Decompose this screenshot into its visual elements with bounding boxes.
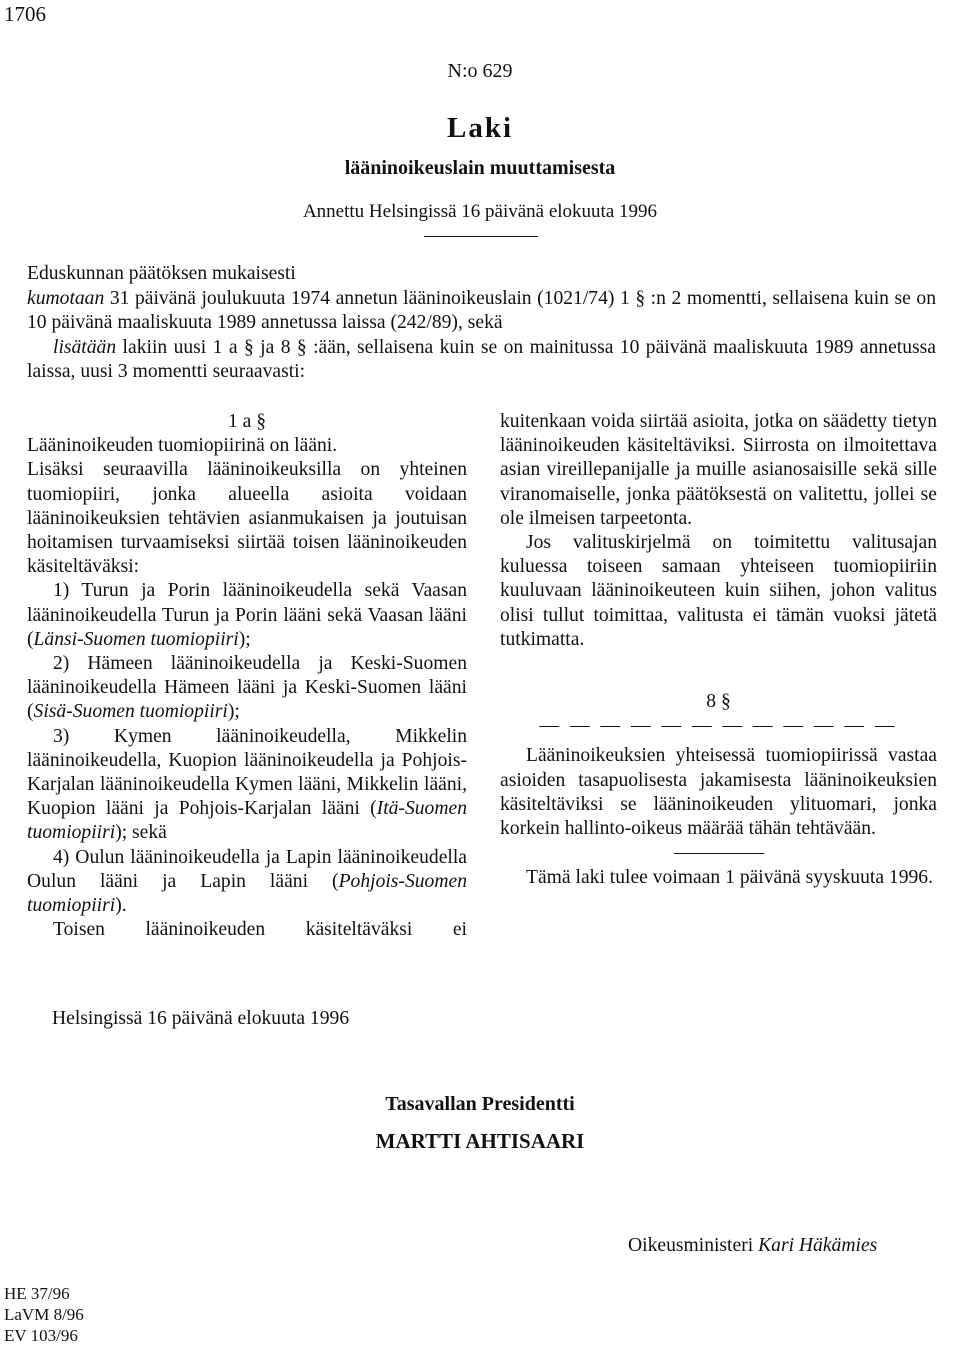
list-item-3 [27,725,467,846]
section-rule [674,853,764,854]
add-keyword: lisätään [53,336,117,358]
list-item-4 [27,846,467,919]
minister-signature [628,1235,877,1257]
section-1a-heading: 1 a § [227,411,267,432]
page-number: 1706 [4,2,46,26]
list-item-4-text: 4) Oulun lääninoikeudella ja Lapin lääninoikeudella Oulun lääni ja Lapin lääni ( [27,846,467,892]
list-item-4-district: Pohjois-Suomen tuomiopiiri [27,870,467,917]
section-8-paragraph: Lääninoikeuksien yhteisessä tuomiopiirissä vastaa asioiden tasapuolisesta jakamisesta lääninoikeuksien käsiteltäviksi se lääninoikeuden ylituomari, jonka korkein hallinto-oikeus määrää tähän tehtävään. [500,745,937,840]
document-title: Laki [446,112,514,144]
right-column [500,410,937,890]
left-column [27,410,467,942]
preamble-intro: Eduskunnan päätöksen mukaisesti [27,263,296,284]
list-item-3-end: ); sekä [115,822,167,844]
reference-he: HE 37/96 [4,1284,70,1303]
appeal-paragraph: Jos valituskirjelmä on toimitettu valitusajan kuluessa toiseen samaan yhteiseen tuomiopiiriin kuuluvaan lääninoikeuteen kuin siihen, johon valitus olisi tullut toimittaa, valitusta ei tämän vuoksi jätetä tutkimatta. [500,532,937,650]
legislative-references [4,1283,84,1346]
list-item-3-text: 3) Kymen lääninoikeudella, Mikkelin lääninoikeudella, Kuopion lääninoikeudella ja Pohjois-Karjalan lääninoikeudella Kymen lääni, Mikkelin lääni, Kuopion lääni ja Pohjois-Karjalan lääni ( [27,725,467,820]
omission-dashes: — — — — — — — — — — — — [539,715,898,737]
section-8-heading: 8 § [706,691,731,713]
preamble [27,262,936,385]
list-item-1-district: Länsi-Suomen tuomiopiiri [33,628,239,650]
repeal-keyword: kumotaan [27,287,105,309]
add-text: lakiin uusi 1 a § ja 8 § :ään, sellaisena kuin se on mainitussa 10 päivänä maaliskuuta 1989 annetussa laissa, uusi 3 momentti seuraavasti: [27,336,936,382]
preamble-addition [27,336,936,385]
reference-lavm: LaVM 8/96 [4,1305,84,1324]
section-1a-first-sentence: Lääninoikeuden tuomiopiirinä on lääni. [27,435,338,457]
section-1a-continuation: Toisen lääninoikeuden käsiteltäväksi ei [53,919,467,941]
president-name: MARTTI AHTISAARI [375,1129,585,1153]
continuation-paragraph: kuitenkaan voida siirtää asioita, jotka on säädetty tietyn lääninoikeuden käsiteltäviksi. Siirrosta on ilmoitettava asian vireillepanijalle ja muille asianosaisille sekä sille viranomaiselle, jonka päätöksestä on valitettu, jollei se ole ilmeisen tarpeetonta. [500,411,937,529]
issue-date: Annettu Helsingissä 16 päivänä elokuuta 1996 [302,201,658,222]
section-1a-paragraph: Lisäksi seuraavilla lääninoikeuksilla on yhteinen tuomiopiiri, jonka alueella asioita voidaan lääninoikeuksien tehtävien asianmukaisen ja joutuisan hoitamisen turvaamiseksi siirtää toisen lääninoikeuden käsiteltäväksi: [27,459,467,578]
list-item-1-end: ); [238,628,251,650]
minister-title: Oikeusministeri [628,1235,759,1256]
document-subtitle: lääninoikeuslain muuttamisesta [344,157,616,179]
minister-name: Kari Häkämies [758,1235,878,1256]
document-number: N:o 629 [447,60,513,82]
list-item-2-district: Sisä-Suomen tuomiopiiri [33,701,228,723]
president-title: Tasavallan Presidentti [385,1093,575,1115]
list-item-2-text: 2) Hämeen lääninoikeudella ja Keski-Suomen lääninoikeudella Hämeen lääni ja Keski-Suomen lääni ( [27,653,467,723]
reference-ev: EV 103/96 [4,1326,78,1345]
list-item-2-end: ); [227,701,240,723]
signing-place-date: Helsingissä 16 päivänä elokuuta 1996 [52,1008,350,1029]
list-item-3-district: Itä-Suomen tuomiopiiri [27,798,467,844]
list-item-4-end: ). [115,895,127,917]
entry-into-force: Tämä laki tulee voimaan 1 päivänä syyskuuta 1996. [526,867,934,889]
list-item-1-text: 1) Turun ja Porin lääninoikeudella sekä Vaasan lääninoikeudella Turun ja Porin lääni sekä Vaasan lääni ( [27,580,467,650]
preamble-repeal [27,287,936,336]
title-rule [424,236,538,237]
repeal-text: 31 päivänä joulukuuta 1974 annetun lääninoikeuslain (1021/74) 1 § :n 2 momentti, sellaisena kuin se on 10 päivänä maaliskuuta 1989 annetussa laissa (242/89), sekä [27,287,936,333]
list-item-1 [27,579,467,652]
list-item-2 [27,652,467,725]
